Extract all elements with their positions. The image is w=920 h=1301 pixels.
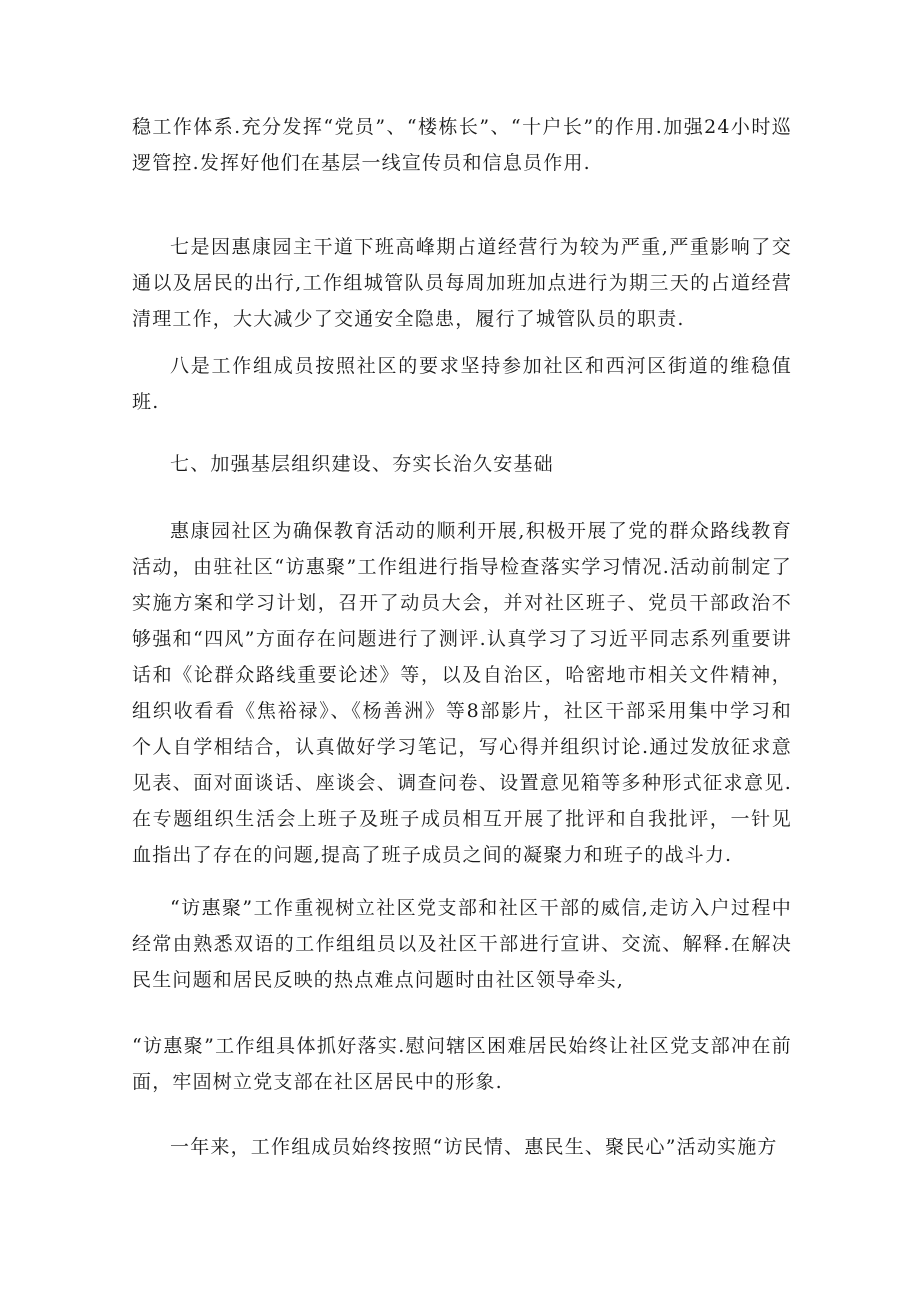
section-heading: 七、加强基层组织建设、夯实长治久安基础	[170, 453, 554, 475]
paragraph-year-summary: 一年来，工作组成员始终按照“访民情、惠民生、聚民心”活动实施方	[170, 1136, 778, 1158]
paragraph-fanghuiju-implementation: “访惠聚”工作组具体抓好落实.慰问辖区困难居民始终让社区党支部冲在前面，牢固树立党支部在社区居民中的形象.	[132, 1035, 792, 1093]
paragraph-continued: 稳工作体系.充分发挥“党员”、“楼栋长”、“十户长”的作用.加强24小时巡逻管控.发挥好他们在基层一线宣传员和信息员作用.	[132, 116, 792, 174]
paragraph-item-seven: 七是因惠康园主干道下班高峰期占道经营行为较为严重,严重影响了交通以及居民的出行,工作组城管队员每周加班加点进行为期三天的占道经营清理工作，大大减少了交通安全隐患，履行了城管队员的职责.	[132, 236, 792, 330]
paragraph-education-activity: 惠康园社区为确保教育活动的顺利开展,积极开展了党的群众路线教育活动，由驻社区“访惠聚”工作组进行指导检查落实学习情况.活动前制定了实施方案和学习计划，召开了动员大会，并对社区班子、党员干部政治不够强和“四风”方面存在问题进行了测评.认真学习了习近平同志系列重要讲话和《论群众路线重要论述》等，以及自治区，哈密地市相关文件精神，组织收看看《焦裕禄》、《杨善洲》等8部影片，社区干部采用集中学习和个人自学相结合，认真做好学习笔记，写心得并组织讨论.通过发放征求意见表、面对面谈话、座谈会、调查问卷、设置意见箱等多种形式征求意见.在专题组织生活会上班子及班子成员相互开展了批评和自我批评，一针见血指出了存在的问题,提高了班子成员之间的凝聚力和班子的战斗力.	[132, 520, 792, 866]
paragraph-fanghuiju-prestige: “访惠聚”工作重视树立社区党支部和社区干部的威信,走访入户过程中经常由熟悉双语的工作组组员以及社区干部进行宣讲、交流、解释.在解决民生问题和居民反映的热点难点问题时由社区领导牵头,	[132, 897, 792, 991]
paragraph-item-eight: 八是工作组成员按照社区的要求坚持参加社区和西河区街道的维稳值班.	[132, 355, 792, 413]
